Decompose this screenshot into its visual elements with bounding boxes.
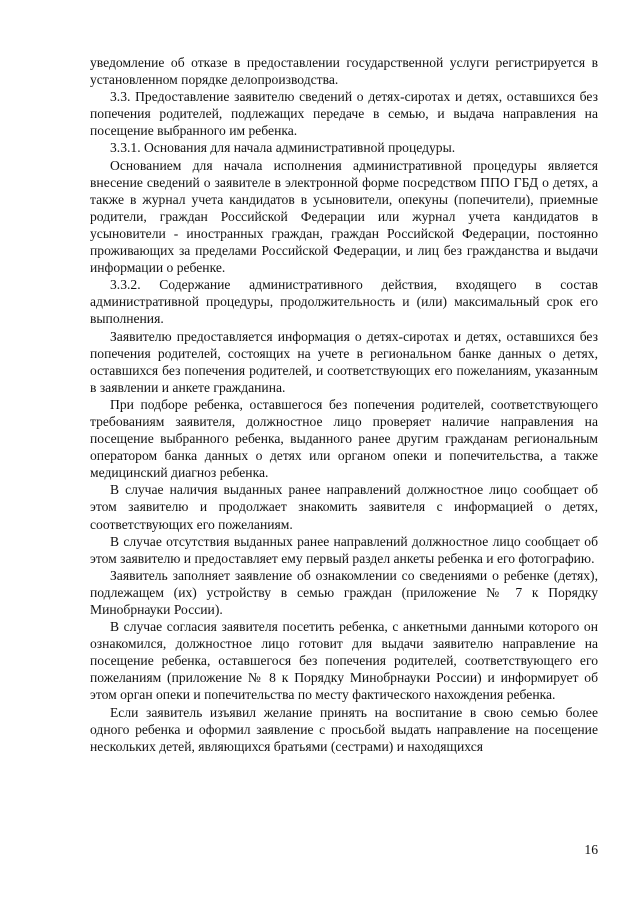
- paragraph-application-form: Заявитель заполняет заявление об ознакомлении со сведениями о ребенке (детях), подлежащем (их) устройству в семью граждан (приложение № 7 к Порядку Минобрнауки России).: [90, 567, 598, 617]
- paragraph-refusal-registration: уведомление об отказе в предоставлении государственной услуги регистрируется в установленном порядке делопроизводства.: [90, 55, 598, 88]
- paragraph-section-3-3-1: 3.3.1. Основания для начала административной процедуры.: [110, 140, 456, 156]
- paragraph-existing-referrals: В случае наличия выданных ранее направлений должностное лицо сообщает об этом заявителю и продолжает знакомить заявителя с информацией о детях, соответствующих его пожеланиям.: [90, 482, 598, 532]
- paragraph-child-selection: При подборе ребенка, оставшегося без попечения родителей, соответствующего требованиям заявителя, должностное лицо проверяет наличие направления на посещение выбранного ребенка, выданного ранее другим гражданам региональным оператором банка данных о детях или органом опеки и попечительства, а также медицинский диагноз ребенка.: [90, 396, 598, 481]
- paragraph-procedure-basis: Основанием для начала исполнения административной процедуры является внесение сведений о заявителе в электронной форме посредством ППО ГБД о детях, а также в журнал учета кандидатов в усыновители, опекуны (попечители), приемные родители, граждан Российской Федерации или журнал учета кандидатов в усыновители - иностранных граждан, граждан Российской Федерации, постоянно проживающих за пределами Российской Федерации, и лиц без гражданства и выдачи информации о ребенке.: [90, 157, 598, 276]
- document-body: [90, 54, 598, 755]
- paragraph-information-provided: Заявителю предоставляется информация о детях-сиротах и детях, оставшихся без попечения родителей, состоящих на учете в региональном банке данных о детях, оставшихся без попечения родителей, и соответствующих его пожеланиям, указанным в заявлении и анкете гражданина.: [90, 328, 598, 395]
- paragraph-section-3-3: 3.3. Предоставление заявителю сведений о детях-сиротах и детях, оставшихся без попечения родителей, подлежащих передаче в семью, и выдача направления на посещение выбранного им ребенка.: [90, 89, 598, 139]
- paragraph-visit-referral: В случае согласия заявителя посетить ребенка, с анкетными данными которого он ознакомился, должностное лицо готовит для выдачи заявителю направление на посещение ребенка, оставшегося без попечения родителей, соответствующего его пожеланиям (приложение № 8 к Порядку Минобрнауки России) и информирует об этом орган опеки и попечительства по месту фактического нахождения ребенка.: [90, 619, 598, 703]
- page-number: 16: [584, 842, 598, 857]
- paragraph-multiple-children: Если заявитель изъявил желание принять на воспитание в свою семью более одного ребенка и оформил заявление с просьбой выдать направление на посещение нескольких детей, являющихся братьями (сестрами) и находящихся: [90, 704, 598, 754]
- paragraph-no-referrals: В случае отсутствия выданных ранее направлений должностное лицо сообщает об этом заявителю и предоставляет ему первый раздел анкеты ребенка и его фотографию.: [90, 533, 598, 566]
- paragraph-section-3-3-2: 3.3.2. Содержание административного действия, входящего в состав административной процедуры, продолжительность и (или) максимальный срок его выполнения.: [90, 277, 598, 327]
